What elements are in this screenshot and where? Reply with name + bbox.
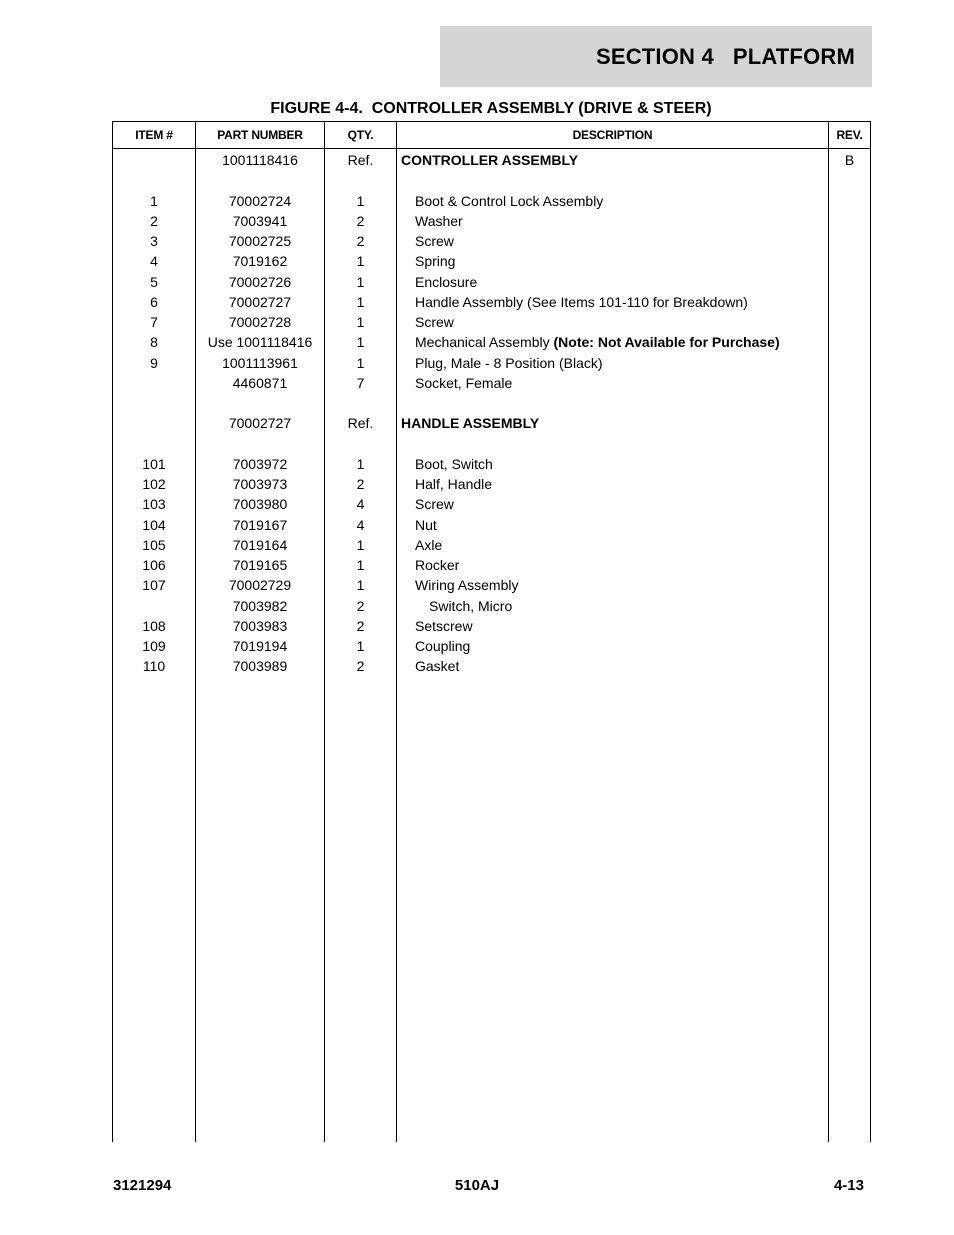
description-cell [401,515,828,535]
rev-cell [829,393,870,413]
description-cell [401,474,828,494]
rev-cell [829,191,870,211]
column-header-part-number: PART NUMBER [196,122,325,149]
description-text: HANDLE ASSEMBLY [401,415,540,432]
rev-cell [829,494,870,514]
qty-cell: Ref. [347,415,374,432]
qty-cell: 2 [356,617,365,634]
item-cell: 6 [150,293,158,310]
description-cell [401,575,828,595]
qty-cell: 7 [356,374,365,391]
qty-cell [325,434,396,454]
description-cell [401,191,828,211]
part-cell: 7003983 [232,617,288,634]
rev-cell [829,535,870,555]
rev-cell [829,413,870,433]
rev-cell [829,353,870,373]
part-cell: 7003982 [232,597,288,614]
item-cell: 3 [150,233,158,249]
description-cell [401,353,828,373]
rev-cell [829,312,870,332]
description-cell [401,454,828,474]
rev-cell [829,636,870,656]
part-cell: 70002729 [228,577,292,594]
qty-cell: 2 [356,658,365,675]
rev-cell [829,656,870,676]
item-cell [113,170,195,190]
description-cell [401,494,828,514]
description-cell [401,312,828,332]
description-cell [401,231,828,251]
rev-cell [829,292,870,312]
rev-cell [829,434,870,454]
qty-cell: 1 [356,638,365,654]
part-cell: 7003989 [232,658,288,675]
part-cell: 70002727 [228,293,292,310]
part-cell: 4460871 [232,374,288,391]
qty-cell: 1 [356,334,365,351]
qty-cell: 1 [356,273,365,290]
description-text: Enclosure [415,273,478,290]
qty-cell: 1 [356,536,365,553]
description-cell [401,616,828,636]
qty-cell: 1 [356,577,365,594]
item-cell: 105 [142,536,166,553]
description-text: Plug, Male - 8 Position (Black) [415,354,603,371]
item-cell [113,150,195,170]
column-header-qty: QTY. [325,122,397,149]
footer-page-number: 4-13 [833,1177,864,1194]
description-text: Coupling [415,638,471,654]
rev-cell [829,170,870,190]
description-cell [401,332,828,352]
qty-cell [325,170,396,190]
table-body [113,149,871,1143]
qty-cell: 2 [356,212,365,229]
description-text: Socket, Female [415,374,513,391]
description-text: Rocker [415,557,460,573]
rev-cell [829,251,870,271]
part-number-column [196,149,325,1143]
qty-cell: 2 [356,597,365,614]
item-cell: 9 [150,354,158,371]
item-cell: 103 [142,496,166,513]
description-text: Half, Handle [415,476,493,492]
rev-cell [829,332,870,352]
part-cell: 7003941 [232,212,288,229]
item-cell: 108 [142,617,166,634]
rev-cell [829,231,870,251]
rev-cell [829,555,870,575]
qty-cell: 1 [356,455,365,472]
description-text: Screw [415,496,454,513]
rev-cell [829,515,870,535]
description-cell [401,434,828,454]
part-cell: 7019165 [232,557,288,573]
item-cell: 1 [150,192,158,209]
column-header-description: DESCRIPTION [397,122,829,149]
part-cell: 70002728 [228,314,292,330]
part-cell: 7003972 [232,455,288,472]
rev-cell: B [844,152,855,168]
description-cell [401,636,828,656]
item-number-column [113,149,196,1143]
description-text: Switch, Micro [429,597,513,614]
revision-column [829,149,871,1143]
quantity-column [325,149,397,1143]
section-banner [440,26,872,87]
part-cell: 70002724 [228,192,292,209]
item-cell: 7 [150,314,158,330]
description-cell [401,393,828,413]
item-cell: 101 [142,455,166,472]
figure-title: FIGURE 4-4. CONTROLLER ASSEMBLY (DRIVE & STEER) [270,100,712,117]
qty-cell: 2 [356,233,365,249]
column-header-item: ITEM # [113,122,196,149]
description-cell [401,170,828,190]
rev-cell [829,575,870,595]
item-cell: 106 [142,557,166,573]
description-text: Wiring Assembly [415,577,519,594]
rev-cell [829,474,870,494]
description-text: Boot & Control Lock Assembly [415,192,604,209]
description-text: Screw [415,233,454,249]
description-cell [401,555,828,575]
rev-cell [829,373,870,393]
part-cell: 7019194 [232,638,288,654]
description-cell [401,150,828,170]
section-title: SECTION 4 PLATFORM [595,43,855,69]
description-cell [401,272,828,292]
part-cell: 1001113961 [222,354,298,371]
item-cell [113,434,195,454]
part-cell [196,434,324,454]
part-cell: 7003973 [232,476,288,492]
description-cell [401,596,828,616]
description-cell [401,656,828,676]
part-cell [196,393,324,413]
description-text: Washer [415,212,463,229]
item-cell [113,413,195,433]
item-cell: 102 [142,476,166,492]
item-cell: 109 [142,638,166,654]
item-cell [113,373,195,393]
description-cell [401,211,828,231]
description-cell [401,292,828,312]
rev-cell [829,596,870,616]
part-cell: 70002725 [228,233,292,249]
qty-cell: 1 [356,557,365,573]
description-text: Handle Assembly (See Items 101-110 for Breakdown) [415,293,748,310]
part-cell: 7019162 [232,253,288,270]
qty-cell: Ref. [347,152,374,168]
part-cell: 70002726 [228,273,292,290]
description-text: (Note: Not Available for Purchase) [553,334,780,351]
item-cell: 8 [150,334,158,351]
description-text: Setscrew [415,617,473,634]
description-text: Mechanical Assembly [415,334,554,351]
qty-cell: 1 [356,314,365,330]
item-cell [113,393,195,413]
description-cell [401,535,828,555]
qty-cell: 4 [356,496,365,513]
description-text: Screw [415,314,454,330]
description-column [397,149,829,1143]
qty-cell: 4 [356,516,365,533]
description-text: Gasket [415,658,460,675]
column-header-rev: REV. [829,122,871,149]
part-cell: 1001118416 [222,152,298,168]
item-cell: 2 [150,212,158,229]
part-cell: 7019167 [232,516,288,533]
rev-cell [829,616,870,636]
item-cell: 104 [142,516,166,533]
part-cell: Use 1001118416 [207,334,313,351]
footer-model: 510AJ [454,1177,500,1194]
footer-doc-number: 3121294 [113,1177,172,1194]
description-cell [401,413,828,433]
part-cell: 7003980 [232,496,288,513]
qty-cell: 1 [356,192,365,209]
item-cell: 4 [150,253,158,270]
description-text: Spring [415,253,456,270]
rev-cell [829,454,870,474]
item-cell [113,596,195,616]
description-cell [401,373,828,393]
table-header-row [113,122,871,149]
qty-cell: 1 [356,293,365,310]
part-cell [196,170,324,190]
description-text: Nut [415,516,437,533]
rev-cell [829,211,870,231]
rev-cell [829,272,870,292]
qty-cell: 2 [356,476,365,492]
parts-table [112,121,871,1142]
item-cell: 107 [142,577,166,594]
part-cell: 70002727 [228,415,292,432]
item-cell: 5 [150,273,158,290]
item-cell: 110 [142,658,166,675]
description-text: Axle [415,536,443,553]
qty-cell: 1 [356,253,365,270]
qty-cell: 1 [356,354,365,371]
description-text: CONTROLLER ASSEMBLY [401,152,579,168]
description-cell [401,251,828,271]
description-text: Boot, Switch [415,455,493,472]
qty-cell [325,393,396,413]
part-cell: 7019164 [232,536,288,553]
